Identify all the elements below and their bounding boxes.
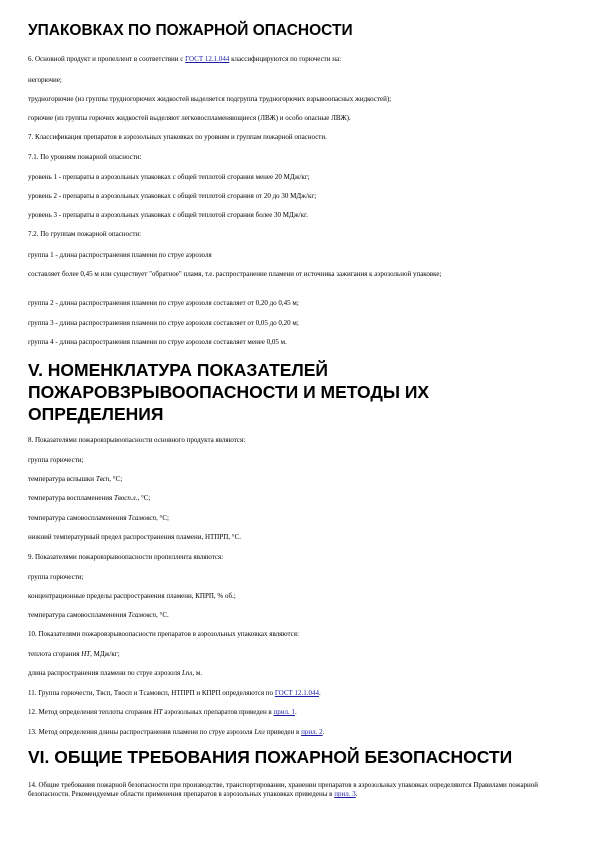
list-item: температура самовоспламенения Tсамовсп, °C; [28,514,169,522]
list-item: группа горючести; [28,456,84,464]
list-item: уровень 1 - препараты в аэрозольных упаковках с общей теплотой сгорания менее 20 МДж/кг; [28,173,310,181]
paragraph-7-1: 7.1. По уровням пожарной опасности: [28,153,142,161]
list-item: группа 3 - длина распространения пламени по струе аэрозоля составляет от 0,05 до 0,20 м; [28,319,299,327]
paragraph-8: 8. Показателями пожаровзрывоопасности основного продукта являются: [28,436,246,444]
section-heading-v-line3: ОПРЕДЕЛЕНИЯ [28,404,164,424]
paragraph-10: 10. Показателями пожаровзрывоопасности препаратов в аэрозольных упаковках являются: [28,630,299,638]
list-item: температура вспышки Tвсп, °C; [28,475,123,483]
section-heading-vi: VI. ОБЩИЕ ТРЕБОВАНИЯ ПОЖАРНОЙ БЕЗОПАСНОСТИ [28,747,513,767]
gost-link[interactable]: ГОСТ 12.1.044 [274,689,320,697]
gost-link[interactable]: ГОСТ 12.1.044 [185,55,230,63]
list-item: уровень 3 - препараты в аэрозольных упаковках с общей теплотой сгорания более 30 МДж/кг. [28,211,308,219]
list-item: негорючие; [28,76,62,84]
list-item: длина распространения пламени по струе аэрозоля Lпл, м. [28,669,203,677]
paragraph-7-2: 7.2. По группам пожарной опасности: [28,230,142,238]
appendix-1-link[interactable]: прил. 1 [273,708,295,716]
list-item: концентрационные пределы распространения пламени, КПРП, % об.; [28,592,236,600]
paragraph-6: 6. Основной продукт и пропеллент в соответствии с ГОСТ 12.1.044 классифицируются по горючести на: [28,55,342,63]
appendix-2-link[interactable]: прил. 2 [301,728,323,736]
section-heading-v-line2: ПОЖАРОВЗРЫВООПАСНОСТИ И МЕТОДЫ ИХ [28,382,430,402]
paragraph-7: 7. Классификация препаратов в аэрозольных упаковках по уровням и группам пожарной опасности. [28,133,327,141]
paragraph-11: 11. Группа горючести, Tвсп, Tвосп и Tсамовсп, НТПРП и КПРП определяются по ГОСТ 12.1.044. [28,689,321,697]
list-item: группа 1 - длина распространения пламени по струе аэрозоля [28,251,212,259]
paragraph-9: 9. Показателями пожаровзрывоопасности пропеллента являются: [28,553,224,561]
list-item: горючие (из группы горючих жидкостей выделяют легковоспламеняющиеся (ЛВЖ) и особо опасные ЛВЖ). [28,114,351,122]
list-item: группа 4 - длина распространения пламени по струе аэрозоля составляет менее 0,05 м. [28,338,287,346]
section-heading-classification: УПАКОВКАХ ПО ПОЖАРНОЙ ОПАСНОСТИ [28,22,353,39]
list-item: нижний температурный предел распространения пламени, НТПРП, °C. [28,533,242,541]
list-item: группа 2 - длина распространения пламени по струе аэрозоля составляет от 0,20 до 0,45 м; [28,299,299,307]
list-item: температура воспламенения Tвосп.л., °C; [28,494,151,502]
paragraph-13: 13. Метод определения длины распространения пламени по струе аэрозоля Lпл приведен в прил. 2. [28,728,325,736]
paragraph-12: 12. Метод определения теплоты сгорания HT аэрозольных препаратов приведен в прил. 1. [28,708,297,716]
paragraph-14: 14. Общие требования пожарной безопасности при производстве, транспортировании, хранении препаратов в аэрозольных упаковках определяются Правилами пожарной безопасности. Рекомендуемые области применения препаратов в аэрозольных упаковках приведены в прил. 3. [28,781,539,798]
list-item: уровень 2 - препараты в аэрозольных упаковках с общей теплотой сгорания от 20 до 30 МДж/кг; [28,192,317,200]
list-item: температура самовоспламенения Tсамовсп, °C. [28,611,169,619]
appendix-3-link[interactable]: прил. 3 [334,790,356,798]
list-item: составляет более 0,45 м или существует "обратное" пламя, т.е. распространение пламени от источника зажигания к аэрозольной упаковке; [28,270,442,278]
list-item: теплота сгорания HT, МДж/кг; [28,650,120,658]
list-item: трудногорючие (из группы трудногорючих жидкостей выделяется подгруппа трудногорючих взрывоопасных жидкостей); [28,95,392,103]
list-item: группа горючести; [28,573,84,581]
section-heading-v-line1: V. НОМЕНКЛАТУРА ПОКАЗАТЕЛЕЙ [28,360,328,380]
